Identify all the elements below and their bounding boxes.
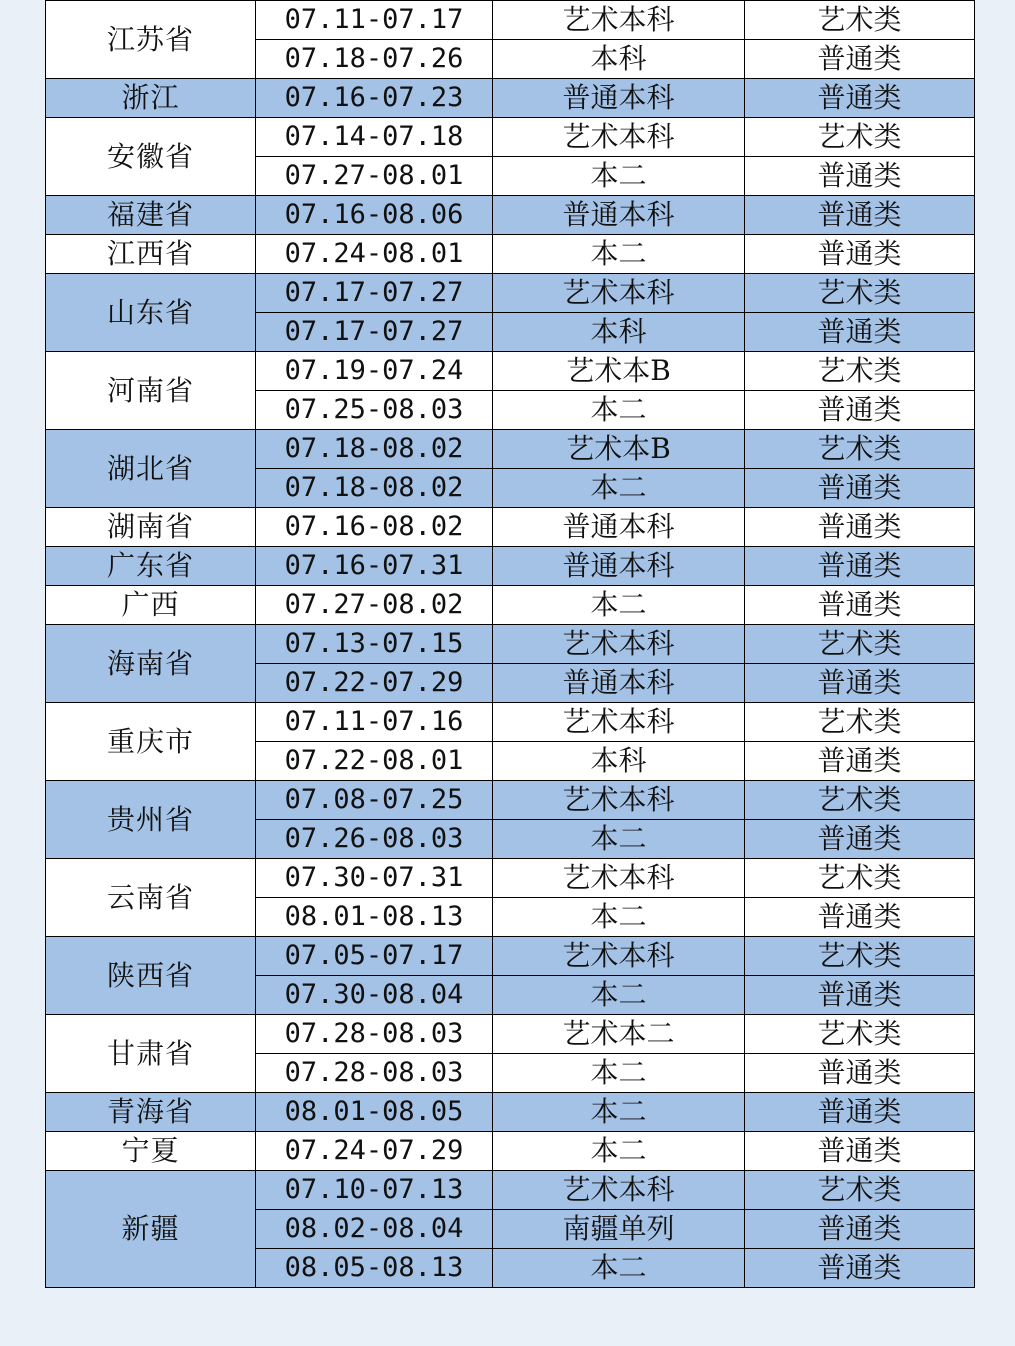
category-cell: 艺术类 bbox=[745, 352, 975, 391]
date-range-cell: 07.17-07.27 bbox=[256, 274, 493, 313]
province-cell: 安徽省 bbox=[46, 118, 256, 196]
batch-cell: 艺术本科 bbox=[493, 781, 745, 820]
category-cell: 普通类 bbox=[745, 1054, 975, 1093]
date-range-cell: 07.22-08.01 bbox=[256, 742, 493, 781]
batch-cell: 本二 bbox=[493, 976, 745, 1015]
batch-cell: 普通本科 bbox=[493, 196, 745, 235]
province-cell: 湖北省 bbox=[46, 430, 256, 508]
date-range-cell: 07.10-07.13 bbox=[256, 1171, 493, 1210]
category-cell: 艺术类 bbox=[745, 1, 975, 40]
category-cell: 艺术类 bbox=[745, 118, 975, 157]
batch-cell: 本二 bbox=[493, 1249, 745, 1288]
batch-cell: 普通本科 bbox=[493, 547, 745, 586]
category-cell: 普通类 bbox=[745, 469, 975, 508]
batch-cell: 艺术本科 bbox=[493, 1171, 745, 1210]
province-cell: 甘肃省 bbox=[46, 1015, 256, 1093]
date-range-cell: 07.27-08.02 bbox=[256, 586, 493, 625]
province-cell: 新疆 bbox=[46, 1171, 256, 1288]
date-range-cell: 07.11-07.16 bbox=[256, 703, 493, 742]
date-range-cell: 07.26-08.03 bbox=[256, 820, 493, 859]
date-range-cell: 07.24-07.29 bbox=[256, 1132, 493, 1171]
category-cell: 普通类 bbox=[745, 820, 975, 859]
province-cell: 广东省 bbox=[46, 547, 256, 586]
batch-cell: 本二 bbox=[493, 586, 745, 625]
table-row bbox=[46, 79, 975, 118]
table-row bbox=[46, 703, 975, 742]
date-range-cell: 07.27-08.01 bbox=[256, 157, 493, 196]
category-cell: 艺术类 bbox=[745, 781, 975, 820]
batch-cell: 本科 bbox=[493, 40, 745, 79]
category-cell: 艺术类 bbox=[745, 625, 975, 664]
category-cell: 普通类 bbox=[745, 976, 975, 1015]
table-row bbox=[46, 430, 975, 469]
table-row bbox=[46, 937, 975, 976]
category-cell: 普通类 bbox=[745, 235, 975, 274]
category-cell: 艺术类 bbox=[745, 1015, 975, 1054]
category-cell: 艺术类 bbox=[745, 430, 975, 469]
date-range-cell: 08.01-08.05 bbox=[256, 1093, 493, 1132]
table-row bbox=[46, 1015, 975, 1054]
batch-cell: 本二 bbox=[493, 1054, 745, 1093]
category-cell: 普通类 bbox=[745, 1132, 975, 1171]
province-cell: 广西 bbox=[46, 586, 256, 625]
date-range-cell: 07.16-07.23 bbox=[256, 79, 493, 118]
date-range-cell: 08.05-08.13 bbox=[256, 1249, 493, 1288]
province-cell: 浙江 bbox=[46, 79, 256, 118]
date-range-cell: 07.14-07.18 bbox=[256, 118, 493, 157]
province-cell: 重庆市 bbox=[46, 703, 256, 781]
batch-cell: 本二 bbox=[493, 157, 745, 196]
table-row bbox=[46, 1132, 975, 1171]
category-cell: 普通类 bbox=[745, 391, 975, 430]
table-row bbox=[46, 352, 975, 391]
date-range-cell: 07.18-07.26 bbox=[256, 40, 493, 79]
province-cell: 江西省 bbox=[46, 235, 256, 274]
batch-cell: 艺术本科 bbox=[493, 1, 745, 40]
category-cell: 普通类 bbox=[745, 79, 975, 118]
table-row bbox=[46, 118, 975, 157]
table-row bbox=[46, 274, 975, 313]
category-cell: 艺术类 bbox=[745, 274, 975, 313]
date-range-cell: 07.16-08.06 bbox=[256, 196, 493, 235]
batch-cell: 本二 bbox=[493, 391, 745, 430]
admission-schedule-table-container bbox=[45, 0, 974, 1288]
province-cell: 青海省 bbox=[46, 1093, 256, 1132]
date-range-cell: 07.18-08.02 bbox=[256, 469, 493, 508]
batch-cell: 本二 bbox=[493, 1132, 745, 1171]
batch-cell: 普通本科 bbox=[493, 508, 745, 547]
batch-cell: 艺术本科 bbox=[493, 937, 745, 976]
date-range-cell: 07.16-08.02 bbox=[256, 508, 493, 547]
date-range-cell: 07.28-08.03 bbox=[256, 1015, 493, 1054]
date-range-cell: 07.30-07.31 bbox=[256, 859, 493, 898]
category-cell: 普通类 bbox=[745, 313, 975, 352]
date-range-cell: 07.28-08.03 bbox=[256, 1054, 493, 1093]
date-range-cell: 07.13-07.15 bbox=[256, 625, 493, 664]
category-cell: 普通类 bbox=[745, 40, 975, 79]
province-cell: 贵州省 bbox=[46, 781, 256, 859]
batch-cell: 艺术本B bbox=[493, 430, 745, 469]
date-range-cell: 08.01-08.13 bbox=[256, 898, 493, 937]
batch-cell: 普通本科 bbox=[493, 79, 745, 118]
table-row bbox=[46, 508, 975, 547]
batch-cell: 艺术本二 bbox=[493, 1015, 745, 1054]
table-row bbox=[46, 1093, 975, 1132]
table-row bbox=[46, 235, 975, 274]
category-cell: 普通类 bbox=[745, 664, 975, 703]
category-cell: 普通类 bbox=[745, 898, 975, 937]
batch-cell: 本二 bbox=[493, 1093, 745, 1132]
table-row bbox=[46, 1, 975, 40]
province-cell: 福建省 bbox=[46, 196, 256, 235]
category-cell: 普通类 bbox=[745, 1093, 975, 1132]
batch-cell: 本科 bbox=[493, 313, 745, 352]
province-cell: 宁夏 bbox=[46, 1132, 256, 1171]
table-row bbox=[46, 859, 975, 898]
date-range-cell: 07.05-07.17 bbox=[256, 937, 493, 976]
category-cell: 普通类 bbox=[745, 742, 975, 781]
category-cell: 普通类 bbox=[745, 1210, 975, 1249]
date-range-cell: 07.18-08.02 bbox=[256, 430, 493, 469]
batch-cell: 艺术本科 bbox=[493, 274, 745, 313]
table-row bbox=[46, 1171, 975, 1210]
category-cell: 普通类 bbox=[745, 508, 975, 547]
date-range-cell: 07.11-07.17 bbox=[256, 1, 493, 40]
category-cell: 艺术类 bbox=[745, 859, 975, 898]
table-row bbox=[46, 196, 975, 235]
batch-cell: 艺术本B bbox=[493, 352, 745, 391]
date-range-cell: 07.08-07.25 bbox=[256, 781, 493, 820]
table-row bbox=[46, 547, 975, 586]
province-cell: 云南省 bbox=[46, 859, 256, 937]
batch-cell: 本二 bbox=[493, 235, 745, 274]
province-cell: 江苏省 bbox=[46, 1, 256, 79]
province-cell: 河南省 bbox=[46, 352, 256, 430]
category-cell: 艺术类 bbox=[745, 703, 975, 742]
category-cell: 艺术类 bbox=[745, 937, 975, 976]
batch-cell: 本科 bbox=[493, 742, 745, 781]
date-range-cell: 07.22-07.29 bbox=[256, 664, 493, 703]
batch-cell: 本二 bbox=[493, 469, 745, 508]
admission-schedule-table bbox=[45, 0, 975, 1288]
province-cell: 湖南省 bbox=[46, 508, 256, 547]
date-range-cell: 08.02-08.04 bbox=[256, 1210, 493, 1249]
batch-cell: 艺术本科 bbox=[493, 625, 745, 664]
date-range-cell: 07.16-07.31 bbox=[256, 547, 493, 586]
category-cell: 普通类 bbox=[745, 586, 975, 625]
province-cell: 海南省 bbox=[46, 625, 256, 703]
table-row bbox=[46, 781, 975, 820]
batch-cell: 艺术本科 bbox=[493, 118, 745, 157]
date-range-cell: 07.30-08.04 bbox=[256, 976, 493, 1015]
category-cell: 普通类 bbox=[745, 196, 975, 235]
date-range-cell: 07.17-07.27 bbox=[256, 313, 493, 352]
date-range-cell: 07.19-07.24 bbox=[256, 352, 493, 391]
province-cell: 陕西省 bbox=[46, 937, 256, 1015]
category-cell: 普通类 bbox=[745, 547, 975, 586]
batch-cell: 本二 bbox=[493, 820, 745, 859]
batch-cell: 艺术本科 bbox=[493, 703, 745, 742]
category-cell: 普通类 bbox=[745, 157, 975, 196]
batch-cell: 南疆单列 bbox=[493, 1210, 745, 1249]
date-range-cell: 07.24-08.01 bbox=[256, 235, 493, 274]
batch-cell: 普通本科 bbox=[493, 664, 745, 703]
category-cell: 普通类 bbox=[745, 1249, 975, 1288]
batch-cell: 艺术本科 bbox=[493, 859, 745, 898]
batch-cell: 本二 bbox=[493, 898, 745, 937]
category-cell: 艺术类 bbox=[745, 1171, 975, 1210]
date-range-cell: 07.25-08.03 bbox=[256, 391, 493, 430]
province-cell: 山东省 bbox=[46, 274, 256, 352]
table-row bbox=[46, 586, 975, 625]
table-row bbox=[46, 625, 975, 664]
table-body bbox=[46, 1, 975, 1288]
